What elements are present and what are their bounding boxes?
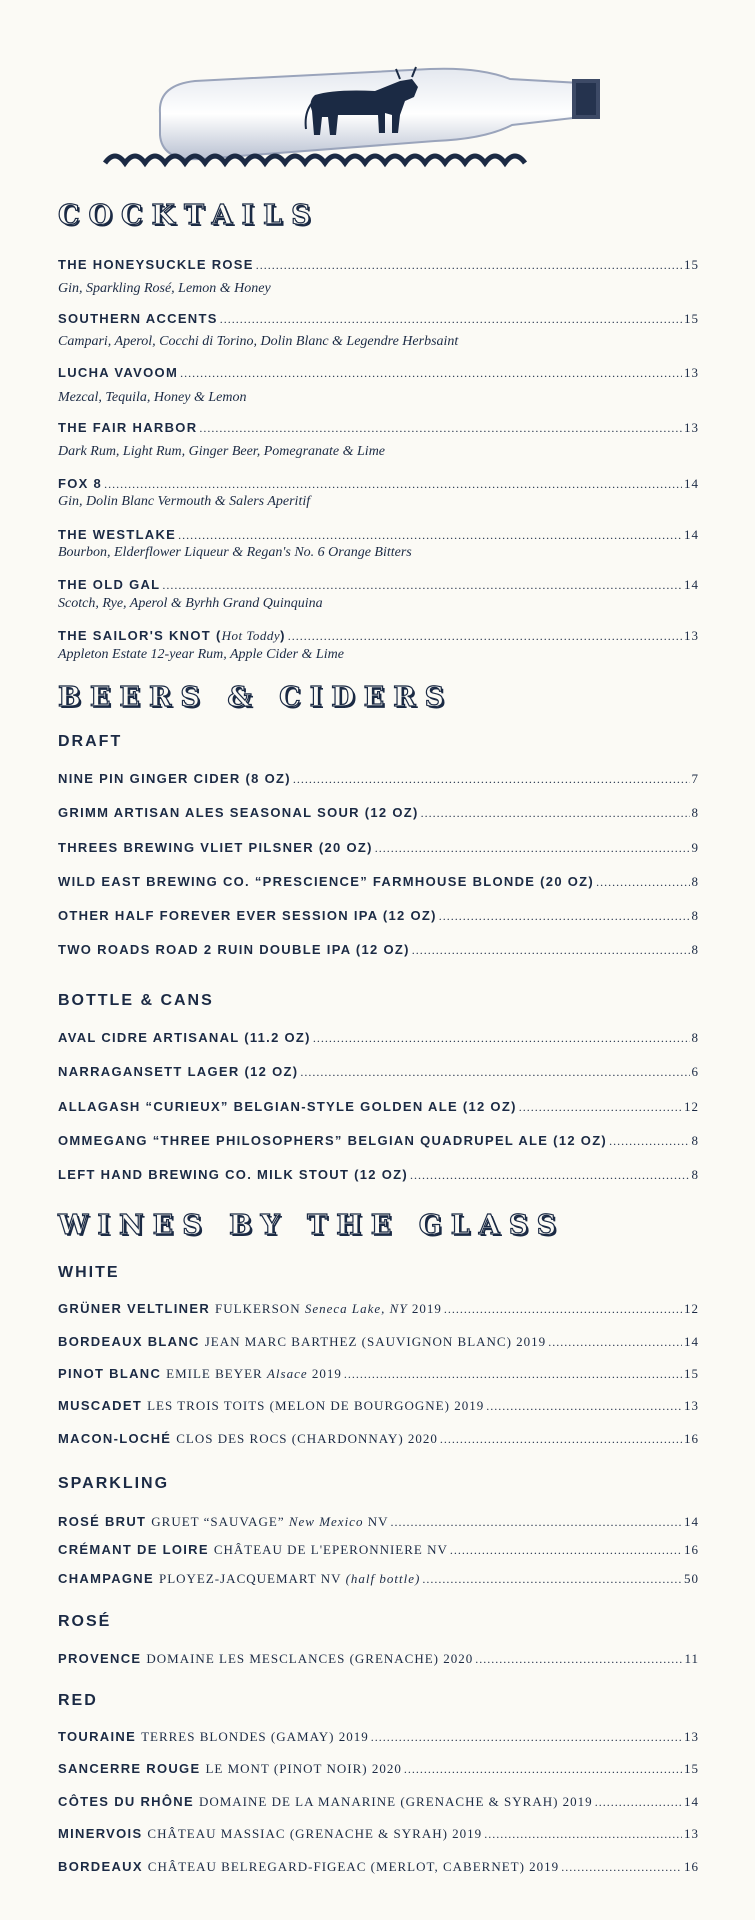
item-name: LEFT HAND BREWING CO. MILK STOUT (12 OZ) [58,1167,409,1182]
item-name: THE SAILOR'S KNOT ( [58,628,222,643]
wine-region: CÔTES DU RHÔNE [58,1794,194,1809]
subhead-bottle-cans: BOTTLE & CANS [58,992,214,1009]
waves-icon [105,156,525,163]
subhead-sparkling: SPARKLING [58,1475,170,1492]
item-description: Appleton Estate 12-year Rum, Apple Cider & Lime [58,647,344,662]
menu-item [58,257,699,273]
item-name: GRIMM ARTISAN ALES SEASONAL SOUR (12 OZ) [58,805,419,820]
leader-dots [288,629,682,644]
item-price: 7 [691,771,699,786]
item-description: Mezcal, Tequila, Honey & Lemon [58,390,247,405]
menu-item [58,805,699,821]
item-name: THREES BREWING VLIET PILSNER (20 OZ) [58,840,373,855]
wine-item [58,1514,699,1530]
wine-item [58,1398,699,1414]
wine-item [58,1366,699,1382]
leader-dots [484,1827,682,1842]
item-price: 13 [684,1826,699,1841]
item-price: 50 [684,1571,699,1586]
wine-region: BORDEAUX BLANC [58,1334,200,1349]
leader-dots [475,1652,682,1667]
item-name: NARRAGANSETT LAGER (12 OZ) [58,1064,299,1079]
leader-dots [199,421,682,436]
wine-region: CRÉMANT DE LOIRE [58,1542,209,1557]
wine-item [58,1859,699,1875]
item-price: 15 [684,1366,699,1381]
wine-item [58,1334,699,1350]
wine-producer: JEAN MARC BARTHEZ (SAUVIGNON BLANC) 2019 [204,1334,547,1349]
menu-item [58,420,699,436]
leader-dots [421,806,690,821]
item-price: 12 [684,1099,699,1114]
leader-dots [162,578,682,593]
section-title-cocktails: COCKTAILS [58,200,320,231]
subhead-red: RED [58,1692,98,1709]
wine-region: MUSCADET [58,1398,143,1413]
menu-item [58,908,699,924]
leader-dots [371,1730,682,1745]
wine-origin: New Mexico [288,1514,364,1529]
leader-dots [548,1335,682,1350]
wine-item [58,1729,699,1745]
wine-producer: DOMAINE LES MESCLANCES (GRENACHE) 2020 [146,1651,474,1666]
item-name: THE OLD GAL [58,577,161,592]
item-price: 16 [684,1431,699,1446]
leader-dots [404,1762,682,1777]
item-description: Bourbon, Elderflower Liqueur & Regan's No. 6 Orange Bitters [58,545,412,560]
wine-producer: CLOS DES ROCS (CHARDONNAY) 2020 [176,1431,438,1446]
menu-item [58,1167,699,1183]
wine-item [58,1431,699,1447]
leader-dots [596,875,689,890]
leader-dots [293,772,690,787]
wine-producer: PLOYEZ-JACQUEMART NV (half bottle) [158,1571,421,1586]
menu-item [58,527,699,543]
wine-region: MACON-LOCHÉ [58,1431,172,1446]
wine-region: BORDEAUX [58,1859,143,1874]
wine-producer: CHÂTEAU DE L'EPERONNIERE NV [213,1542,448,1557]
wine-item [58,1826,699,1842]
menu-item [58,874,699,890]
item-price: 13 [684,628,699,643]
wine-item [58,1571,699,1587]
menu-item [58,476,699,492]
item-price: 8 [691,805,699,820]
item-price: 8 [691,1133,699,1148]
item-price: 6 [691,1064,699,1079]
leader-dots [391,1515,683,1530]
wine-producer: CHÂTEAU BELREGARD-FIGEAC (MERLOT, CABERNET) 2019 [147,1859,560,1874]
wine-region: ROSÉ BRUT [58,1514,147,1529]
leader-dots [450,1543,682,1558]
leader-dots [180,366,682,381]
wine-region: SANCERRE ROUGE [58,1761,201,1776]
item-price: 8 [691,1030,699,1045]
leader-dots [104,477,682,492]
wine-item [58,1651,699,1667]
wine-producer: FULKERSON Seneca Lake, NY 2019 [215,1301,442,1316]
menu-item [58,942,699,958]
leader-dots [519,1100,682,1115]
menu-item [58,577,699,593]
item-description: Scotch, Rye, Aperol & Byrhh Grand Quinquina [58,596,323,611]
leader-dots [595,1795,682,1810]
item-price: 14 [684,577,699,592]
wine-note: (half bottle) [345,1571,421,1586]
subhead-white: WHITE [58,1264,120,1281]
item-name: LUCHA VAVOOM [58,365,179,380]
item-name: OMMEGANG “THREE PHILOSOPHERS” BELGIAN QUADRUPEL ALE (12 OZ) [58,1133,608,1148]
leader-dots [344,1367,682,1382]
wine-region: PROVENCE [58,1651,142,1666]
item-description: Dark Rum, Light Rum, Ginger Beer, Pomegranate & Lime [58,444,386,459]
leader-dots [486,1399,682,1414]
item-price: 15 [684,1761,699,1776]
menu-item [58,840,699,856]
item-price: 13 [684,1729,699,1744]
wine-producer: LES TROIS TOITS (MELON DE BOURGOGNE) 2019 [147,1398,485,1413]
leader-dots [609,1134,689,1149]
item-name: THE WESTLAKE [58,527,177,542]
leader-dots [422,1572,682,1587]
wine-producer: GRUET “SAUVAGE” New Mexico NV [151,1514,389,1529]
item-price: 8 [691,874,699,889]
wine-producer: DOMAINE DE LA MANARINE (GRENACHE & SYRAH) 2019 [198,1794,593,1809]
wine-origin: Alsace [266,1366,308,1381]
item-name: AVAL CIDRE ARTISANAL (11.2 OZ) [58,1030,311,1045]
cow-in-bottle-illustration [100,55,660,185]
item-name-italic: Hot Toddy [221,628,281,643]
wine-region: CHAMPAGNE [58,1571,154,1586]
menu-item [58,1099,699,1115]
item-name: THE FAIR HARBOR [58,420,198,435]
section-title-beers: BEERS & CIDERS [58,682,454,713]
leader-dots [412,943,690,958]
item-price: 14 [684,1334,699,1349]
subhead-draft: DRAFT [58,733,123,750]
item-price: 15 [684,257,699,272]
item-price: 14 [684,1794,699,1809]
item-price: 14 [684,476,699,491]
item-price: 9 [691,840,699,855]
item-name: WILD EAST BREWING CO. “PRESCIENCE” FARMHOUSE BLONDE (20 OZ) [58,874,595,889]
leader-dots [410,1168,689,1183]
item-name: NINE PIN GINGER CIDER (8 OZ) [58,771,291,786]
item-price: 13 [684,1398,699,1413]
item-price: 14 [684,1514,699,1529]
item-name: THE HONEYSUCKLE ROSE [58,257,254,272]
item-name: SOUTHERN ACCENTS [58,311,218,326]
leader-dots [300,1065,689,1080]
item-name: ALLAGASH “CURIEUX” BELGIAN-STYLE GOLDEN ALE (12 OZ) [58,1099,517,1114]
wine-region: PINOT BLANC [58,1366,162,1381]
menu-item [58,1030,699,1046]
menu-item [58,311,699,327]
item-description: Gin, Dolin Blanc Vermouth & Salers Aperitif [58,494,311,509]
leader-dots [313,1031,690,1046]
wine-origin: Seneca Lake, NY [304,1301,408,1316]
menu-item [58,1133,699,1149]
item-price: 13 [684,365,699,380]
menu-item [58,1064,699,1080]
wine-region: MINERVOIS [58,1826,143,1841]
item-price: 14 [684,527,699,542]
wine-producer: TERRES BLONDES (GAMAY) 2019 [141,1729,369,1744]
item-price: 16 [684,1542,699,1557]
wine-item [58,1794,699,1810]
leader-dots [561,1860,682,1875]
item-price: 13 [684,420,699,435]
menu-item [58,365,699,381]
leader-dots [439,909,690,924]
leader-dots [220,312,682,327]
wine-region: TOURAINE [58,1729,137,1744]
wine-region: GRÜNER VELTLINER [58,1301,211,1316]
item-description: Campari, Aperol, Cocchi di Torino, Dolin Blanc & Legendre Herbsaint [58,334,459,349]
leader-dots [178,528,682,543]
item-name: OTHER HALF FOREVER EVER SESSION IPA (12 OZ) [58,908,437,923]
item-price: 8 [691,1167,699,1182]
leader-dots [444,1302,682,1317]
item-price: 16 [684,1859,699,1874]
wine-producer: CHÂTEAU MASSIAC (GRENACHE & SYRAH) 2019 [147,1826,483,1841]
wine-item [58,1761,699,1777]
item-price: 15 [684,311,699,326]
item-description: Gin, Sparkling Rosé, Lemon & Honey [58,281,271,296]
item-name: TWO ROADS ROAD 2 RUIN DOUBLE IPA (12 OZ) [58,942,410,957]
wine-item [58,1301,699,1317]
item-price: 12 [684,1301,699,1316]
item-price: 8 [691,908,699,923]
leader-dots [256,258,682,273]
leader-dots [375,841,690,856]
menu-item [58,628,699,644]
item-name-close: ) [280,628,286,643]
wine-producer: LE MONT (PINOT NOIR) 2020 [205,1761,402,1776]
subhead-rose: ROSÉ [58,1613,112,1630]
item-price: 8 [691,942,699,957]
wine-producer: EMILE BEYER Alsace 2019 [166,1366,342,1381]
leader-dots [440,1432,682,1447]
wine-item [58,1542,699,1558]
section-title-wines: WINES BY THE GLASS [58,1210,566,1241]
menu-item [58,771,699,787]
item-name: FOX 8 [58,476,103,491]
item-price: 11 [684,1651,699,1666]
